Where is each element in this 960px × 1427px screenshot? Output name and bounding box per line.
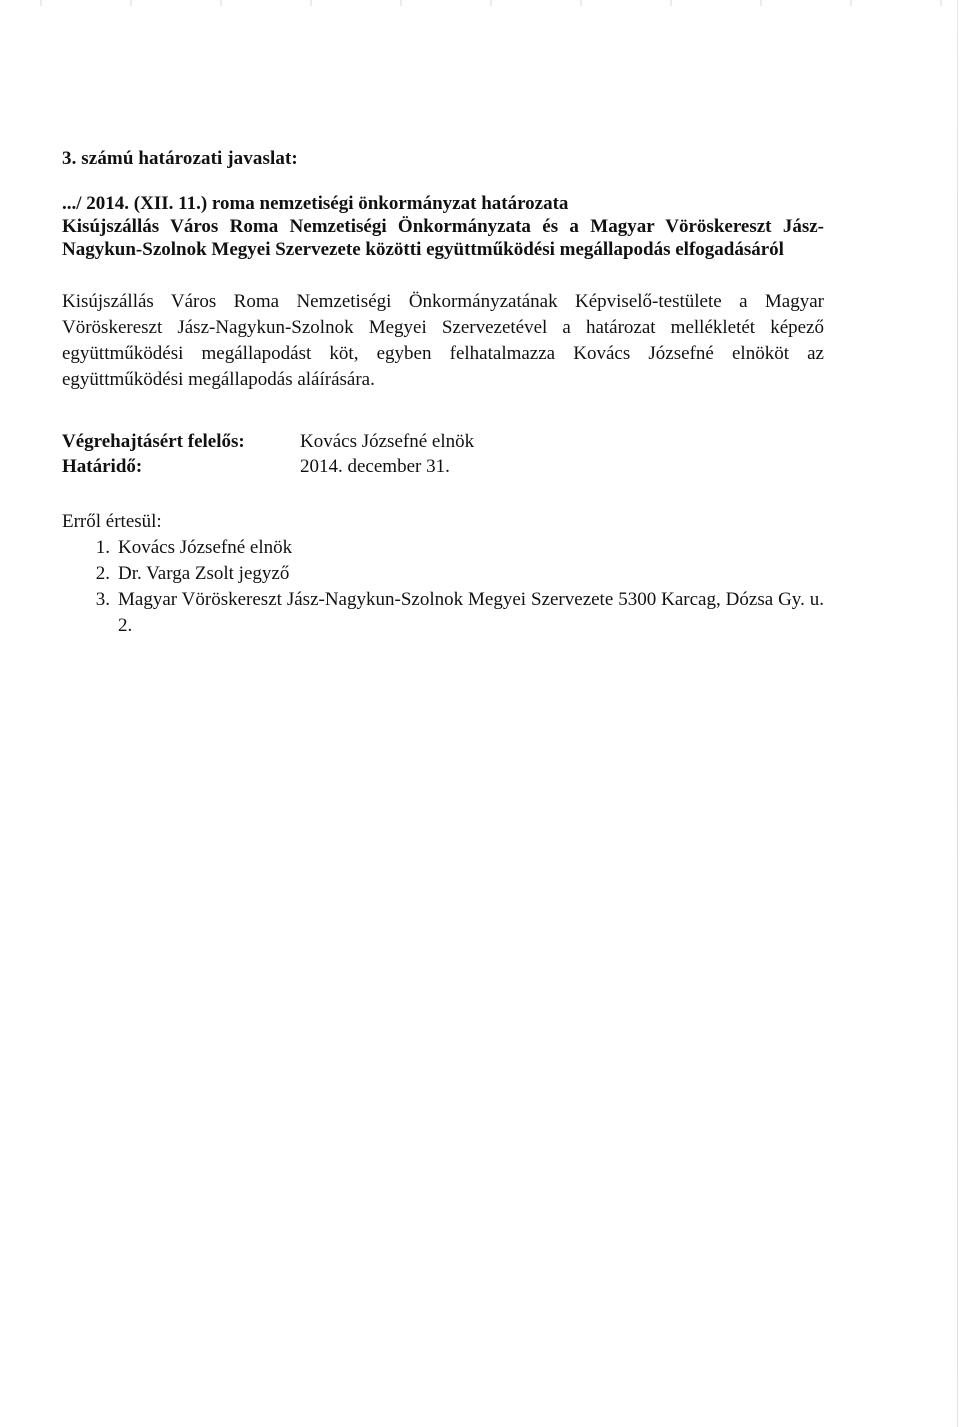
- notification-block: [62, 509, 824, 639]
- list-item-text: Dr. Varga Zsolt jegyző: [118, 563, 290, 584]
- resolution-body: Kisújszállás Város Roma Nemzetiségi Önkormányzatának Képviselő-testülete a Magyar Vöröskereszt Jász-Nagykun-Szolnok Megyei Szervezetével a határozat mellékletét képező együttműködési megállapodást köt, egyben felhatalmazza Kovács Józsefné elnököt az együttműködési megállapodás aláírására.: [62, 291, 824, 390]
- deadline-value: 2014. december 31.: [300, 456, 450, 477]
- responsible-value: Kovács Józsefné elnök: [300, 431, 475, 452]
- list-item-number: 3.: [95, 589, 110, 610]
- document-content: [62, 148, 824, 639]
- scan-edge-line: [957, 0, 958, 1427]
- deadline-label: Határidő:: [62, 456, 143, 477]
- proposal-heading: 3. számú határozati javaslat:: [62, 148, 298, 169]
- list-item: [62, 561, 824, 587]
- scan-artifact: [0, 0, 960, 6]
- list-item-number: 2.: [95, 563, 110, 584]
- notify-heading: Erről értesül:: [62, 511, 162, 532]
- responsible-row: [62, 429, 824, 454]
- resolution-subject: Kisújszállás Város Roma Nemzetiségi Önkormányzata és a Magyar Vöröskereszt Jász-Nagykun-Szolnok Megyei Szervezete közötti együttműködési megállapodás elfogadásáról: [62, 216, 824, 260]
- list-item-text: Magyar Vöröskereszt Jász-Nagykun-Szolnok Megyei Szervezete 5300 Karcag, Dózsa Gy. u. 2.: [118, 589, 824, 636]
- list-item: [62, 587, 824, 639]
- deadline-row: [62, 454, 824, 479]
- responsible-label: Végrehajtásért felelős:: [62, 431, 245, 452]
- resolution-title: [62, 192, 824, 261]
- list-item-text: Kovács Józsefné elnök: [118, 537, 293, 558]
- list-item-number: 1.: [95, 537, 110, 558]
- resolution-number-line: .../ 2014. (XII. 11.) roma nemzetiségi önkormányzat határozata: [62, 193, 569, 214]
- responsibility-block: [62, 429, 824, 479]
- notify-list: [62, 535, 824, 639]
- list-item: [62, 535, 824, 561]
